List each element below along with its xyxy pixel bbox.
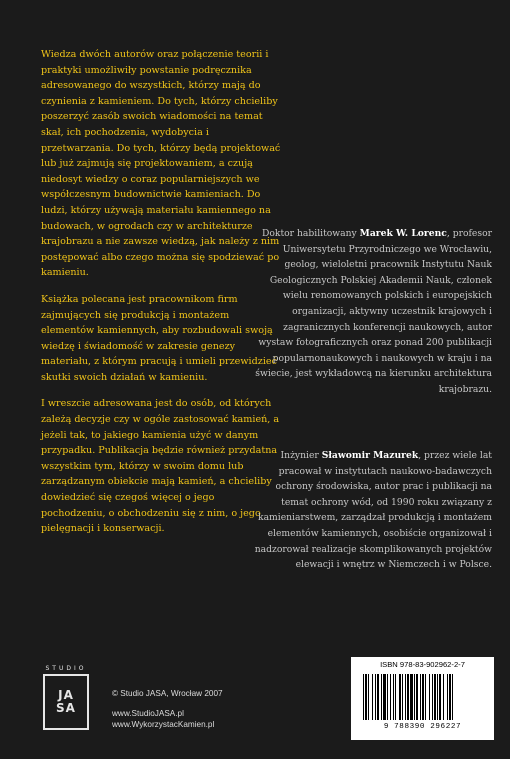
barcode-bar [410, 674, 413, 720]
barcode-bar [407, 674, 409, 720]
barcode-bar [452, 674, 453, 720]
barcode-bar [422, 674, 424, 720]
barcode-bar [393, 674, 394, 720]
author-bio-text: , profesor Uniwersytetu Przyrodniczego we Wrocławiu, geolog, wieloletni pracownik Instytutu Nauk Geologicznych Polskiej Akademii Nauk, członek wielu renomowanych polskich i europejskich organizacji, aktywny uczestnik krajowych i zagranicznych konferencji naukowych, autor wystaw fotograficznych oraz ponad 200 publikacji popularnonaukowych i naukowych w kraju i na świecie, jest wykładowcą na kierunku architektura krajobrazu. [255, 228, 492, 395]
author-name: Marek W. Lorenc [359, 228, 447, 239]
description-paragraph-3: I wreszcie adresowana jest do osób, od których zależą decyzje czy w ogóle zastosować kamień, a jeżeli tak, to jakiego kamienia użyć w danym przypadku. Publikacja będzie również przydatna wszystkim tym, którzy w swoim domu lub zarządzanym obiekcie mają kamień, a chcieliby dowiedzieć się czegoś więcej o jego pochodzeniu, o obchodzeniu się z nim, o jego pielęgnacji i konserwacji. [41, 398, 280, 535]
barcode-bar [402, 674, 403, 720]
barcode-bar [387, 674, 388, 720]
description-paragraph-2: Książka polecana jest pracownikom firm zajmujących się produkcją i montażem elementów kamiennych, aby rozbudowali swoją wiedzę i świadomość w zakresie genezy materiału, z którym pracują i umieli przewidzieć skutki swoich działań w kamieniu. [41, 293, 277, 383]
author-bio-lorenc [252, 226, 492, 398]
barcode-bar [425, 674, 426, 720]
barcode-bar [365, 674, 367, 720]
barcode-bar [449, 674, 451, 720]
barcode-digits: 9 788390 296227 [383, 723, 462, 731]
author-prefix: Inżynier [280, 450, 322, 461]
isbn-barcode [351, 657, 494, 740]
author-bio-mazurek [252, 448, 492, 573]
copyright-text: © Studio JASA, Wrocław 2007 [112, 689, 223, 698]
author-prefix: Doktor habilitowany [261, 228, 360, 239]
logo-main-text: JA SA [56, 688, 76, 715]
studio-jasa-logo [43, 665, 89, 731]
author-bio-text: , przez wiele lat pracował w instytutach naukowo-badawczych ochrony środowiska, autor prac i publikacji na temat ochrony wód, od 1990 roku związany z kamieniarstwem, zarządzał produkcją i montażem elementów kamiennych, osobiście organizował i nadzorował realizacje skomplikowanych projektów elewacji i wnętrz w Niemczech i w Polsce. [254, 450, 492, 571]
barcode-bar [363, 674, 364, 720]
barcode-bar [447, 674, 448, 720]
barcode-bars [363, 674, 482, 720]
barcode-bar [383, 674, 386, 720]
barcode-bar [443, 674, 444, 720]
barcode-bar [372, 674, 373, 720]
url-studio[interactable]: www.StudioJASA.pl [112, 709, 184, 718]
barcode-bar [437, 674, 438, 720]
barcode-bar [390, 674, 391, 720]
logo-frame [43, 674, 89, 730]
description-paragraph-1: Wiedza dwóch autorów oraz połączenie teorii i praktyki umożliwiły powstanie podręcznika adresowanego do wszystkich, którzy mają do czynienia z kamieniem. Do tych, którzy chcieliby poszerzyć zasób swoich wiadomości na temat skał, ich pochodzenia, wydobycia i przetwarzania. Do tych, którzy będą projektować lub już zajmują się projektowaniem, a czują niedosyt wiedzy o coraz popularniejszych we współczesnym budownictwie kamieniach. Do ludzi, którzy używają materiału kamiennego na budowach, w ogrodach czy w architekturze krajobrazu a nie zawsze wiedzą, jak należy z nim postępować albo czego można się spodziewać po kamieniu. [41, 49, 281, 279]
isbn-label: ISBN 978-83-902962-2-7 [380, 660, 465, 669]
barcode-bar [414, 674, 415, 720]
barcode-bar [395, 674, 396, 720]
barcode-bar [434, 674, 436, 720]
publisher-urls [112, 708, 214, 730]
barcode-bar [439, 674, 441, 720]
barcode-bar [375, 674, 376, 720]
barcode-bar [405, 674, 406, 720]
barcode-bar [432, 674, 433, 720]
barcode-bar [381, 674, 382, 720]
barcode-bar [416, 674, 418, 720]
url-wykorzystac[interactable]: www.WykorzystacKamien.pl [112, 720, 215, 729]
logo-top-text: STUDIO [45, 665, 87, 672]
author-name: Sławomir Mazurek [321, 450, 419, 461]
barcode-bar [377, 674, 379, 720]
description-column [41, 47, 281, 548]
barcode-bar [368, 674, 369, 720]
barcode-bar [399, 674, 401, 720]
barcode-bar [420, 674, 421, 720]
barcode-bar [429, 674, 430, 720]
